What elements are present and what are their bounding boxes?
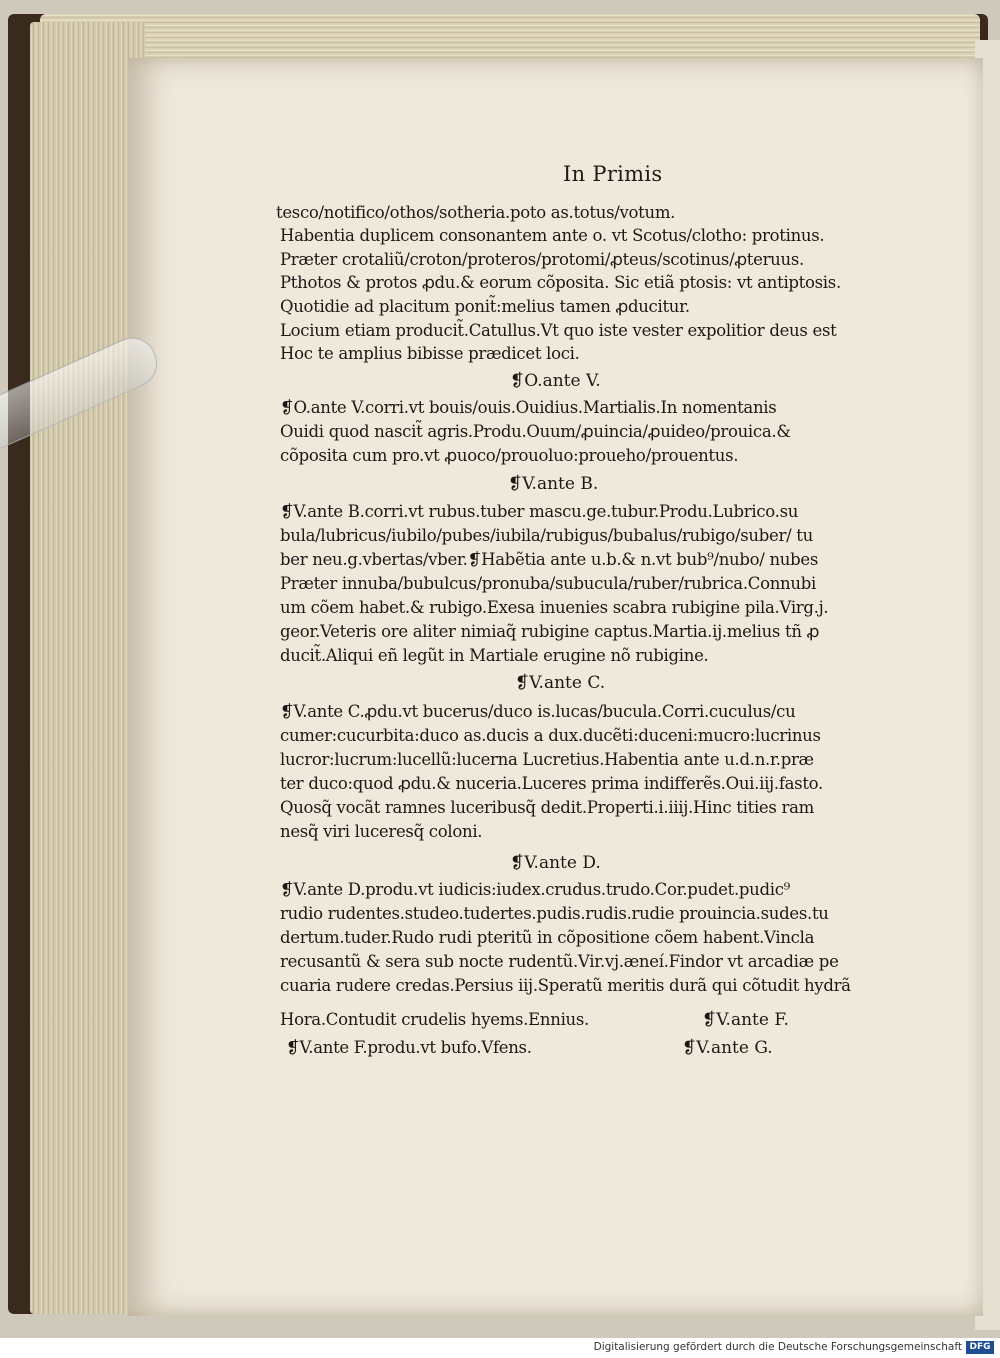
- text-line: Locium etiam producit̃.Catullus.Vt quo iste vester expolitior deus est: [280, 321, 837, 340]
- text-line: Ouidi quod nascit̃ agris.Produ.Ouum/ꝓuincia/ꝓuideo/prouica.&: [280, 422, 791, 441]
- section-heading: ❡V.ante G.: [682, 1038, 773, 1058]
- text-line: lucror:lucrum:lucellũ:lucerna Lucretius.Habentia ante u.d.n.r.præ: [280, 750, 814, 769]
- text-line: Pthotos & protos ꝓdu.& eorum cõposita. Sic etiã ptosis: vt antiptosis.: [280, 273, 841, 292]
- text-line: ❡V.ante D.produ.vt iudicis:iudex.crudus.trudo.Cor.pudet.pudic⁹: [280, 880, 790, 899]
- running-head: In Primis: [563, 162, 663, 186]
- text-line: ❡V.ante B.corri.vt rubus.tuber mascu.ge.tubur.Produ.Lubrico.su: [280, 502, 799, 521]
- footer-bar: [0, 1338, 1000, 1358]
- funding-credit: Digitalisierung gefördert durch die Deutsche Forschungsgemeinschaft: [593, 1341, 962, 1353]
- text-line: rudio rudentes.studeo.tudertes.pudis.rudis.rudie prouincia.sudes.tu: [280, 904, 829, 923]
- text-line: Præter innuba/bubulcus/pronuba/subucula/ruber/rubrica.Connubi: [280, 574, 816, 593]
- text-line: cumer:cucurbita:duco as.ducis a dux.ducẽti:duceni:mucro:lucrinus: [280, 726, 821, 745]
- text-line: cõposita cum pro.vt ꝓuoco/prouoluo:proueho/prouentus.: [280, 446, 739, 465]
- section-heading: ❡V.ante C.: [515, 673, 606, 693]
- text-line: Quosq̃ vocãt ramnes luceribusq̃ dedit.Properti.i.iiij.Hinc tities ram: [280, 798, 814, 817]
- text-line: ❡V.ante F.produ.vt bufo.Vfens.: [286, 1038, 532, 1057]
- text-line: Hora.Contudit crudelis hyems.Ennius.: [280, 1010, 589, 1029]
- text-line: geor.Veteris ore aliter nimiaq̃ rubigine captus.Martia.ij.melius tñ ꝓ: [280, 622, 820, 641]
- dfg-logo: DFG: [966, 1341, 994, 1354]
- text-line: ducit̃.Aliqui eñ legũt in Martiale erugine nõ rubigine.: [280, 646, 709, 665]
- text-line: ter duco:quod ꝓdu.& nuceria.Luceres prima indifferẽs.Oui.iij.fasto.: [280, 774, 823, 793]
- text-line: Habentia duplicem consonantem ante o. vt Scotus/clotho: protinus.: [280, 226, 825, 245]
- text-line: dertum.tuder.Rudo rudi pteritũ in cõpositione cõem habent.Vincla: [280, 928, 815, 947]
- section-heading: ❡V.ante B.: [508, 474, 599, 494]
- text-line: tesco/notifico/othos/sotheria.poto as.totus/votum.: [276, 203, 676, 222]
- text-line: um cõem habet.& rubigo.Exesa inuenies scabra rubigine pila.Virg.j.: [280, 598, 829, 617]
- text-line: Quotidie ad placitum ponit̃:melius tamen ꝓducitur.: [280, 297, 690, 316]
- text-line: recusantũ & sera sub nocte rudentũ.Vir.vj.æneí.Findor vt arcadiæ pe: [280, 952, 839, 971]
- text-line: ❡O.ante V.corri.vt bouis/ouis.Ouidius.Martialis.In nomentanis: [280, 398, 777, 417]
- text-line: ❡V.ante C.ꝓdu.vt bucerus/duco is.lucas/bucula.Corri.cuculus/cu: [280, 702, 796, 721]
- section-heading: ❡O.ante V.: [510, 371, 601, 391]
- text-line: ber neu.g.vbertas/vber.❡Habẽtia ante u.b.& n.vt bub⁹/nubo/ nubes: [280, 550, 819, 569]
- text-line: bula/lubricus/iubilo/pubes/iubila/rubigus/bubalus/rubigo/suber/ tu: [280, 526, 813, 545]
- section-heading: ❡V.ante D.: [510, 853, 601, 873]
- text-line: Hoc te amplius bibisse prædicet loci.: [280, 344, 580, 363]
- section-heading: ❡V.ante F.: [702, 1010, 789, 1030]
- text-line: cuaria rudere credas.Persius iij.Speratũ meritis durã qui cõtudit hydrã: [280, 976, 851, 995]
- text-line: Præter crotaliũ/croton/proteros/protomi/ꝓteus/scotinus/ꝓteruus.: [280, 250, 804, 269]
- text-line: nesq̃ viri luceresq̃ coloni.: [280, 822, 483, 841]
